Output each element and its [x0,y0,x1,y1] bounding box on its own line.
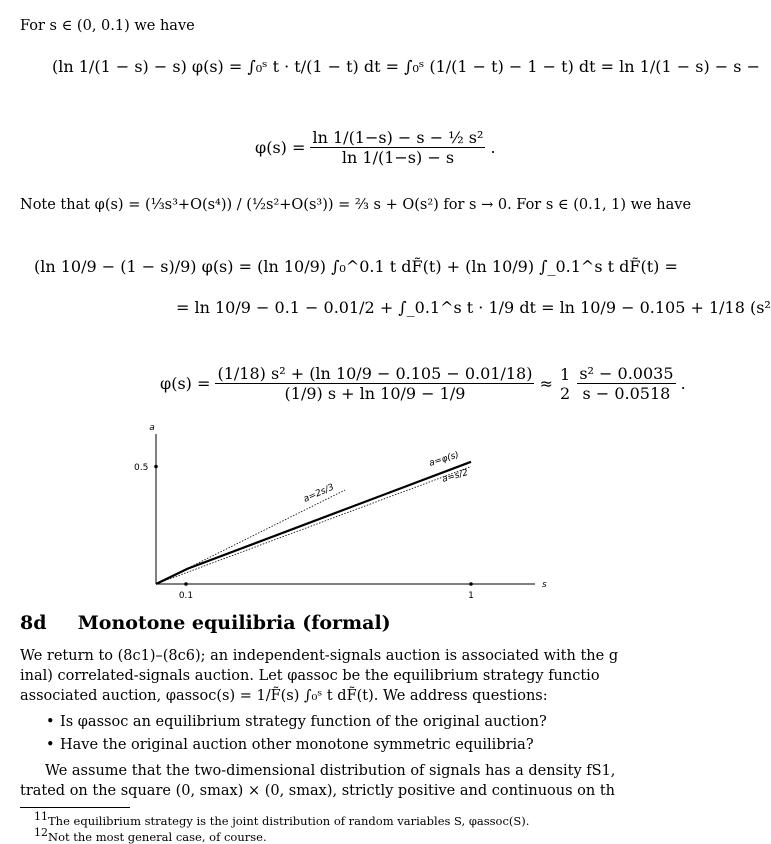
footnote-mark: 12 [34,826,48,839]
equilibrium-chart [120,422,560,607]
eq2-label: φ(s) = [255,138,306,157]
eq4-approx: ≈ [539,374,553,393]
equation-1: (ln 1/(1 − s) − s) φ(s) = ∫₀ˢ t · t/(1 − t) dt = ∫₀ˢ (1/(1 − t) − 1 − t) dt = ln 1/(1 − s) − s − [52,57,760,76]
para1-line2: inal) correlated-signals auction. Let φassoc be the equilibrium strategy functio [20,668,600,684]
para2-line1: We assume that the two-dimensional distribution of signals has a density fS1, [45,763,616,779]
series-layer [156,462,471,584]
equation-4 [160,364,686,403]
y-tick-label-0.5: 0.5 [134,463,149,473]
section-heading [20,612,391,634]
series-line-0 [156,462,471,584]
eq4-fraction [215,364,534,403]
x-tick-1 [469,582,473,586]
eq4-half: 1 2 [560,364,571,403]
y-axis-label: a [149,423,155,433]
footnote-text: The equilibrium strategy is the joint distribution of random variables S, φassoc(S). [48,813,530,828]
eq4-tail: . [680,374,686,393]
equation-3b: = ln 10/9 − 0.1 − 0.01/2 + ∫_0.1^s t · 1/9 dt = ln 10/9 − 0.105 + 1/18 (s² [176,298,771,317]
label-s2: a=s/2 [441,467,470,485]
x-tick-label-1: 1 [468,591,474,601]
footnote-mark: 11 [34,810,48,823]
y-tick-0.5 [154,465,158,469]
bullet-item: • Is φassoc an equilibrium strategy function of the original auction? [60,714,547,730]
eq4-denominator: (1/9) s + ln 10/9 − 1/9 [284,384,466,403]
eq2-tail: . [490,138,496,157]
footnote-12 [34,826,267,844]
eq4-numerator-2: s² − 0.0035 [579,364,674,383]
label-phi: a=φ(s) [427,450,461,469]
para2-line2: trated on the square (0, smax) × (0, smax), strictly positive and continuous on th [20,783,616,799]
intro-text: For s ∈ (0, 0.1) we have [20,18,195,34]
bullet-item: • Have the original auction other monotone symmetric equilibria? [60,737,534,753]
eq2-fraction [310,128,485,167]
eq4-fraction-2 [577,364,675,403]
eq4-denominator-2: s − 0.0518 [582,384,671,403]
note-text: Note that φ(s) = (⅓s³+O(s⁴)) / (½s²+O(s³)) = ⅔ s + O(s²) for s → 0. For s ∈ (0.1, 1) we have [20,197,692,213]
equation-3a: (ln 10/9 − (1 − s)/9) φ(s) = (ln 10/9) ∫₀^0.1 t dF̃(t) + (ln 10/9) ∫_0.1^s t dF̃(t) = [34,257,678,276]
x-axis-label: s [542,580,547,590]
x-tick-0.1 [184,582,188,586]
eq2-numerator: ln 1/(1−s) − s − ½ s² [312,128,484,147]
eq2-denominator: ln 1/(1−s) − s [341,148,455,167]
footnote-text: Not the most general case, of course. [48,829,267,844]
section-number: 8d [20,612,47,634]
para1-line3: associated auction, φassoc(s) = 1/F̃(s) ∫₀ˢ t dF̃(t). We address questions: [20,688,548,704]
eq4-numerator: (1/18) s² + (ln 10/9 − 0.105 − 0.01/18) [217,364,533,383]
equation-2 [255,128,496,167]
series-line-2 [156,467,471,585]
para1-line1: We return to (8c1)–(8c6); an independent-signals auction is associated with the g [20,648,619,664]
label-2s3: a=2s/3 [302,482,336,505]
x-tick-label-0.1: 0.1 [178,591,194,601]
section-title: Monotone equilibria (formal) [77,612,391,634]
eq4-label: φ(s) = [160,374,211,393]
footnote-rule [20,807,130,808]
